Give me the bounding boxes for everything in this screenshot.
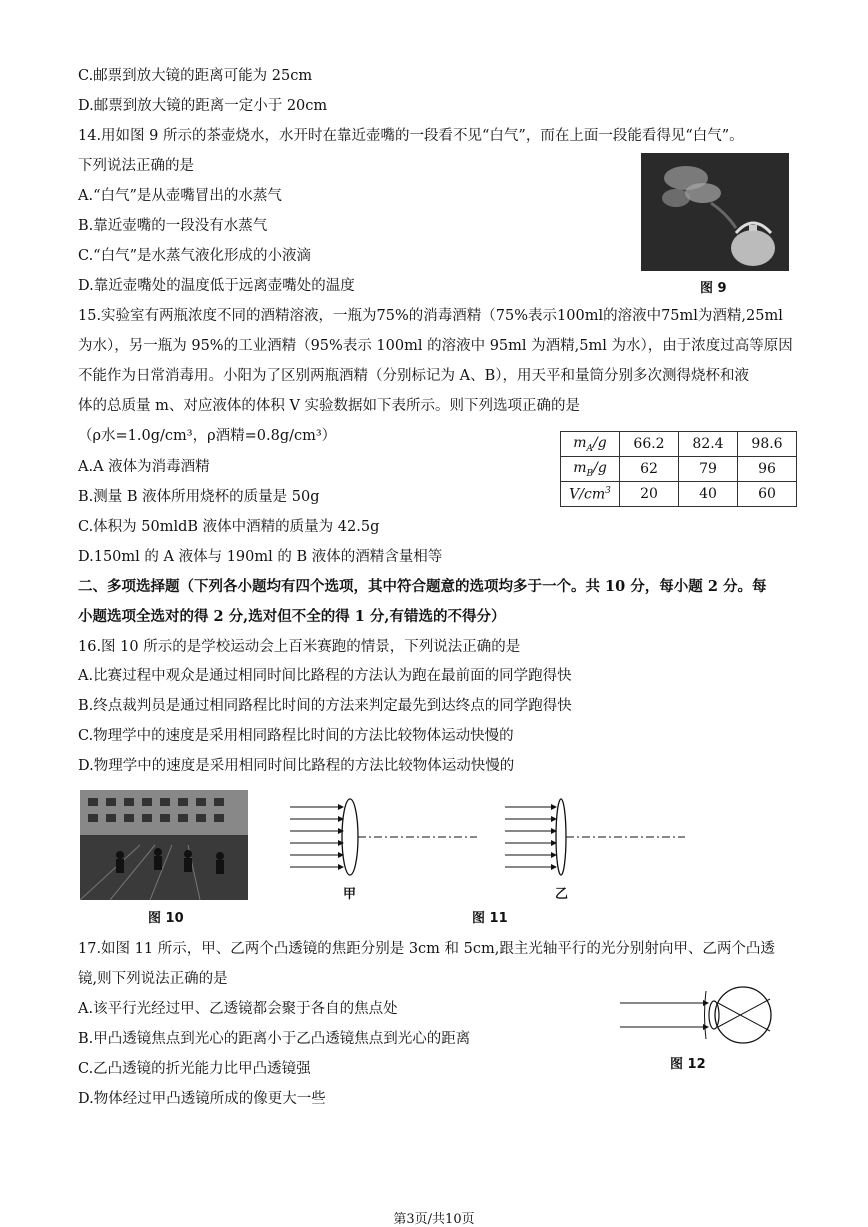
row-label-ma: $m_A/g$ (561, 432, 620, 457)
question-14-stem: 14.用如图 9 所示的茶壶烧水，水开时在靠近壶嘴的一段看不见“白气”，而在上面一段能看得见“白气”。 (78, 128, 744, 144)
page-footer: 第3页/共10页 (393, 1212, 475, 1227)
option-b-q14: B.靠近壶嘴的一段没有水蒸气 (78, 218, 268, 234)
question-15-stem-4: 体的总质量 m、对应液体的体积 V 实验数据如下表所示。则下列选项正确的是 (78, 398, 581, 414)
question-14-stem-2: 下列说法正确的是 (78, 158, 194, 174)
figure-11-lens-a-diagram (285, 795, 480, 880)
table-row (561, 482, 797, 507)
density-data-table (560, 431, 797, 507)
option-d-q17: D.物体经过甲凸透镜所成的像更大一些 (78, 1091, 326, 1107)
table-cell: 20 (620, 482, 679, 507)
question-15-stem: 15.实验室有两瓶浓度不同的酒精溶液，一瓶为75%的消毒酒精（75%表示100ml的溶液中75ml为酒精,25ml (78, 308, 783, 324)
option-c-q15: C.体积为 50mldB 液体中酒精的质量为 42.5g (78, 519, 380, 535)
option-b-q15: B.测量 B 液体所用烧杯的质量是 50g (78, 489, 320, 505)
table-cell: 82.4 (679, 432, 738, 457)
option-c-q14: C.“白气”是水蒸气液化形成的小液滴 (78, 248, 312, 264)
question-16-stem: 16.图 10 所示的是学校运动会上百米赛跑的情景，下列说法正确的是 (78, 639, 521, 655)
table-cell: 96 (738, 457, 797, 482)
option-a-q16: A.比赛过程中观众是通过相同时间比路程的方法认为跑在最前面的同学跑得快 (78, 668, 572, 684)
table-cell: 60 (738, 482, 797, 507)
figure-11-lens-b-label: 乙 (555, 887, 569, 902)
table-cell: 40 (679, 482, 738, 507)
section-2-heading-2: 小题选项全选对的得 2 分,选对但不全的得 1 分,有错选的不得分） (78, 608, 506, 625)
figure-9-teapot-photo (641, 153, 789, 271)
option-c-q13: C.邮票到放大镜的距离可能为 25cm (78, 68, 313, 84)
table-cell: 98.6 (738, 432, 797, 457)
table-cell: 62 (620, 457, 679, 482)
section-2-heading: 二、多项选择题（下列各小题均有四个选项，其中符合题意的选项均多于一个。共 10 分，每小题 2 分。每 (78, 578, 767, 595)
option-c-q16: C.物理学中的速度是采用相同路程比时间的方法比较物体运动快慢的 (78, 728, 514, 744)
table-row (561, 457, 797, 482)
figure-12-caption: 图 12 (670, 1057, 706, 1072)
option-d-q14: D.靠近壶嘴处的温度低于远离壶嘴处的温度 (78, 278, 355, 294)
table-row (561, 432, 797, 457)
question-15-stem-2: 为水），另一瓶为 95%的工业酒精（95%表示 100ml 的溶液中 95ml 为酒精,5ml 为水），由于浓度过高等原因 (78, 338, 793, 354)
question-17-stem-2: 镜,则下列说法正确的是 (78, 971, 228, 987)
option-b-q16: B.终点裁判员是通过相同路程比时间的方法来判定最先到达终点的同学跑得快 (78, 698, 572, 714)
question-15-stem-3: 不能作为日常消毒用。小阳为了区别两瓶酒精（分别标记为 A、B），用天平和量筒分别多次测得烧杯和液 (78, 368, 749, 384)
table-cell: 79 (679, 457, 738, 482)
option-b-q17: B.甲凸透镜焦点到光心的距离小于乙凸透镜焦点到光心的距离 (78, 1031, 471, 1047)
figure-11-lens-b-diagram (500, 795, 690, 880)
density-given: （ρ水=1.0g/cm³，ρ酒精=0.8g/cm³） (78, 428, 337, 444)
figure-11-lens-a-label: 甲 (343, 887, 357, 902)
option-a-q15: A.A 液体为消毒酒精 (78, 459, 210, 475)
figure-10-race-photo (80, 790, 248, 900)
figure-9-caption: 图 9 (700, 281, 727, 296)
table-cell: 66.2 (620, 432, 679, 457)
row-label-v: $V/cm^3$ (561, 482, 620, 507)
option-a-q14: A.“白气”是从壶嘴冒出的水蒸气 (78, 188, 282, 204)
figure-12-eye-diagram (618, 985, 790, 1050)
option-d-q13: D.邮票到放大镜的距离一定小于 20cm (78, 98, 328, 114)
option-c-q17: C.乙凸透镜的折光能力比甲凸透镜强 (78, 1061, 311, 1077)
question-17-stem: 17.如图 11 所示，甲、乙两个凸透镜的焦距分别是 3cm 和 5cm,跟主光轴平行的光分别射向甲、乙两个凸透 (78, 941, 775, 957)
row-label-mb: $m_B/g$ (561, 457, 620, 482)
figure-11-caption: 图 11 (472, 911, 508, 926)
figure-10-caption: 图 10 (148, 911, 184, 926)
option-a-q17: A.该平行光经过甲、乙透镜都会聚于各自的焦点处 (78, 1001, 398, 1017)
option-d-q15: D.150ml 的 A 液体与 190ml 的 B 液体的酒精含量相等 (78, 549, 443, 565)
option-d-q16: D.物理学中的速度是采用相同时间比路程的方法比较物体运动快慢的 (78, 758, 515, 774)
